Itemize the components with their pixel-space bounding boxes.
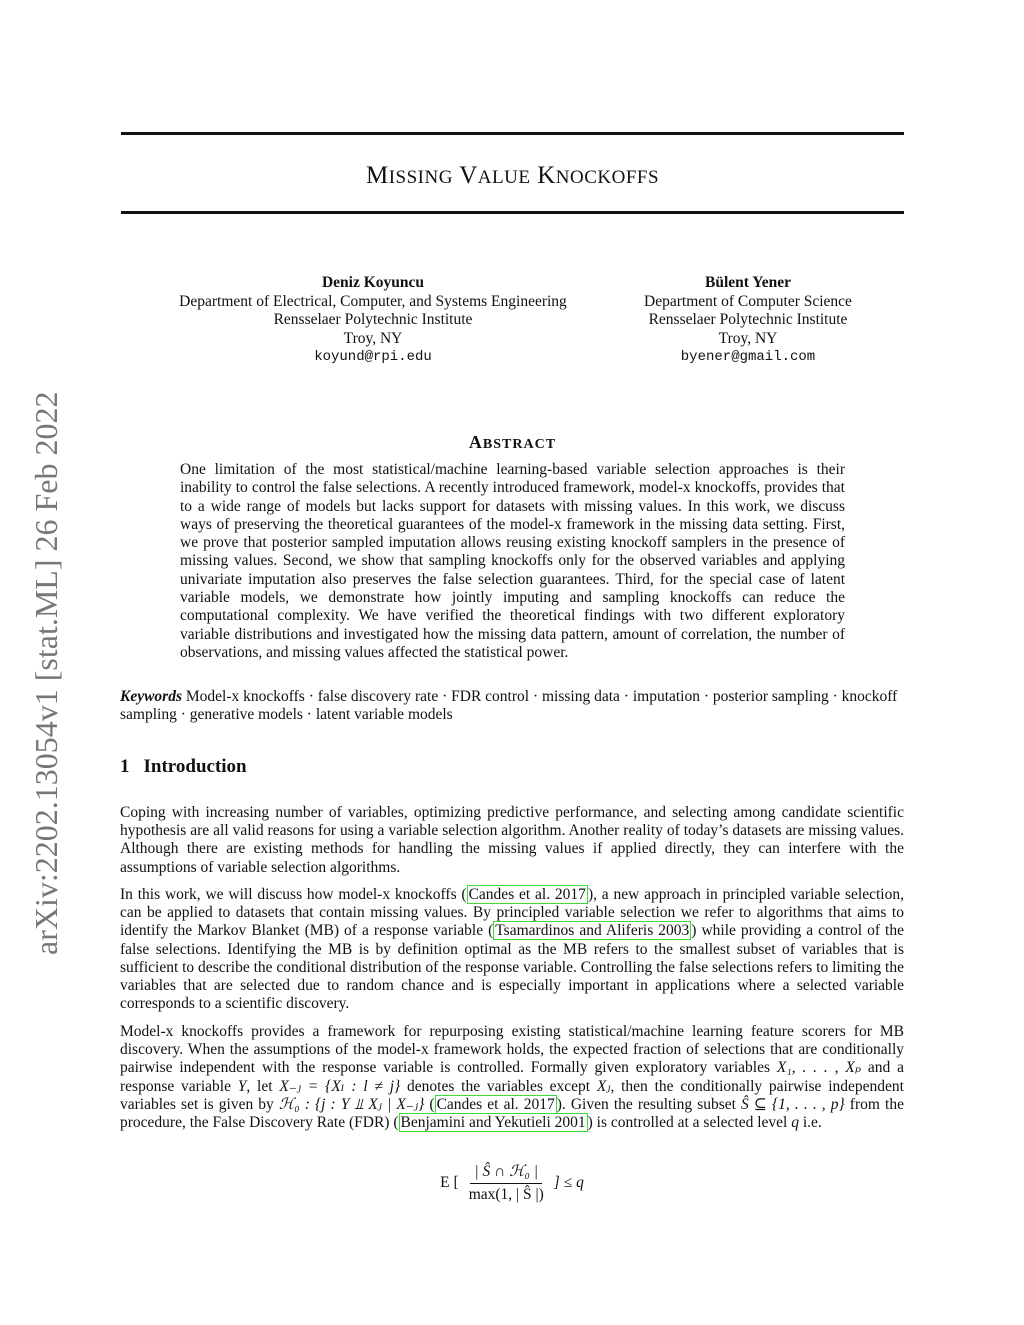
equation-denominator: max(1, | Ŝ |) bbox=[468, 1186, 544, 1203]
text-run: from the procedure, the False Discovery Rate (FDR) ( bbox=[120, 1095, 904, 1132]
paragraph-1: Coping with increasing number of variables, optimizing predictive performance, and selecting among candidate scientific hypothesis are all valid reasons for using a variable selection algorithm. Another reality of today’s datasets are missing values. Although there are existing methods for handling the missing values if applied directly, they can interfere with the assumptions of variable selection algorithms. bbox=[120, 804, 904, 876]
abstract-heading-text: ABSTRACT bbox=[468, 432, 557, 452]
text-run: , then the conditionally pairwise independent variables set is given by bbox=[120, 1077, 904, 1113]
author-department: Department of Electrical, Computer, and Systems Engineering bbox=[179, 292, 567, 310]
fdr-equation bbox=[0, 1162, 1024, 1204]
text-run: ). Given the resulting subset bbox=[556, 1095, 742, 1113]
author-email[interactable]: byener@gmail.com bbox=[680, 349, 816, 365]
math-inline: Ŝ ⊆ {1, . . . , p} bbox=[741, 1095, 845, 1113]
citation-link[interactable]: Tsamardinos and Aliferis 2003 bbox=[495, 922, 690, 940]
author-block-2 bbox=[620, 274, 876, 367]
author-block-1 bbox=[163, 274, 583, 367]
text-run: In this work, we will discuss how model-x knockoffs ( bbox=[120, 886, 467, 903]
equation-lhs: E [ bbox=[440, 1174, 459, 1191]
paper-title-text: MISSING VALUE KNOCKOFFS bbox=[365, 162, 660, 189]
section-title: Introduction bbox=[143, 756, 247, 777]
author-location: Troy, NY bbox=[343, 329, 403, 347]
text-run: i.e. bbox=[798, 1114, 822, 1132]
arxiv-stamp: arXiv:2202.13054v1 [stat.ML] 26 Feb 2022 bbox=[28, 391, 64, 955]
paper-title bbox=[121, 161, 904, 193]
math-inline: Xⱼ bbox=[596, 1077, 611, 1095]
title-rule-bottom bbox=[121, 211, 904, 214]
math-inline: q bbox=[791, 1114, 799, 1132]
author-name: Deniz Koyuncu bbox=[321, 274, 425, 291]
equation-numerator: | Ŝ ∩ ℋ₀ | bbox=[470, 1162, 542, 1184]
author-institution: Rensselaer Polytechnic Institute bbox=[648, 311, 848, 328]
text-run: and a response variable bbox=[120, 1059, 904, 1095]
author-email[interactable]: koyund@rpi.edu bbox=[314, 349, 432, 365]
paragraph-3 bbox=[120, 1023, 904, 1132]
equation-rhs: ] ≤ q bbox=[553, 1174, 584, 1191]
math-inline: X₋ⱼ = {Xₗ : l ≠ j} bbox=[279, 1077, 401, 1095]
keywords-text: Model-x knockoffs · false discovery rate · FDR control · missing data · imputation · posterior sampling · knockoff sampling · generative models · latent variable models bbox=[120, 688, 898, 724]
text-run: ) is controlled at a selected level bbox=[587, 1114, 792, 1132]
equation-fraction bbox=[465, 1162, 548, 1204]
author-location: Troy, NY bbox=[718, 329, 778, 347]
author-institution: Rensselaer Polytechnic Institute bbox=[273, 311, 473, 328]
abstract-body: One limitation of the most statistical/machine learning-based variable selection approaches is their inability to control the false selections. A recently introduced framework, model-x knockoffs, provides that to a wide range of models but lacks support for datasets with missing values. In this work, we discuss ways of preserving the theoretical guarantees of the model-x framework in the missing data setting. First, we prove that posterior sampled imputation allows reusing existing knockoff samplers in the presence of missing values. Second, we show that sampling knockoffs only for the observed variables and applying univariate imputation also preserves the false selection guarantees. Third, for the special case of latent variable models, we demonstrate how jointly imputing and sampling knockoffs can reduce the computational complexity. We have verified the theoretical findings with two different exploratory variable distributions and investigated how the missing data pattern, amount of correlation, the number of observations, and missing values affected the statistical power. bbox=[180, 461, 845, 661]
text-run: ) while providing a control of the false selections. Identifying the MB is by definition optimal as the MB refers to the smallest subset of variables that is sufficient to describe the conditional distribution of the response variable. Controlling the false selections refers to limiting the variables that are selected due to random chance and is especially important in applications where a selected variable corresponds to a scientific discovery. bbox=[120, 922, 904, 1013]
citation-link[interactable]: Candes et al. 2017 bbox=[468, 886, 586, 903]
text-run: ( bbox=[424, 1095, 435, 1113]
text-run: denotes the variables except bbox=[400, 1077, 597, 1095]
abstract-heading bbox=[121, 432, 904, 453]
keywords bbox=[120, 688, 904, 725]
text-run: ), a new approach in principled variable selection, can be applied to datasets that contain missing values. By principled variable selection we refer to algorithms that aims to identify the Markov Blanket (MB) of a response variable ( bbox=[120, 886, 904, 940]
keywords-label: Keywords bbox=[120, 688, 182, 705]
section-heading-introduction bbox=[120, 756, 247, 778]
math-inline: ℋ₀ : {j : Y ⫫ Xⱼ | X₋ⱼ} bbox=[278, 1095, 425, 1113]
author-department: Department of Computer Science bbox=[644, 292, 852, 310]
citation-link[interactable]: Benjamini and Yekutieli 2001 bbox=[400, 1114, 586, 1132]
text-run: Model-x knockoffs provides a framework for repurposing existing statistical/machine learning feature scorers for MB discovery. When the assumptions of the model-x framework holds, the expected fraction of selections that are conditionally pairwise independent with the response variable is controlled. Formally given exploratory variables bbox=[120, 1023, 904, 1077]
paragraph-2 bbox=[120, 886, 904, 1013]
author-name: Bülent Yener bbox=[705, 274, 791, 291]
math-inline: Y bbox=[237, 1077, 247, 1095]
text-run: , let bbox=[246, 1077, 280, 1095]
section-number: 1 bbox=[120, 756, 130, 777]
title-rule-top bbox=[121, 132, 904, 135]
citation-link[interactable]: Candes et al. 2017 bbox=[436, 1095, 555, 1113]
math-inline: X₁, . . . , Xₚ bbox=[776, 1059, 862, 1077]
